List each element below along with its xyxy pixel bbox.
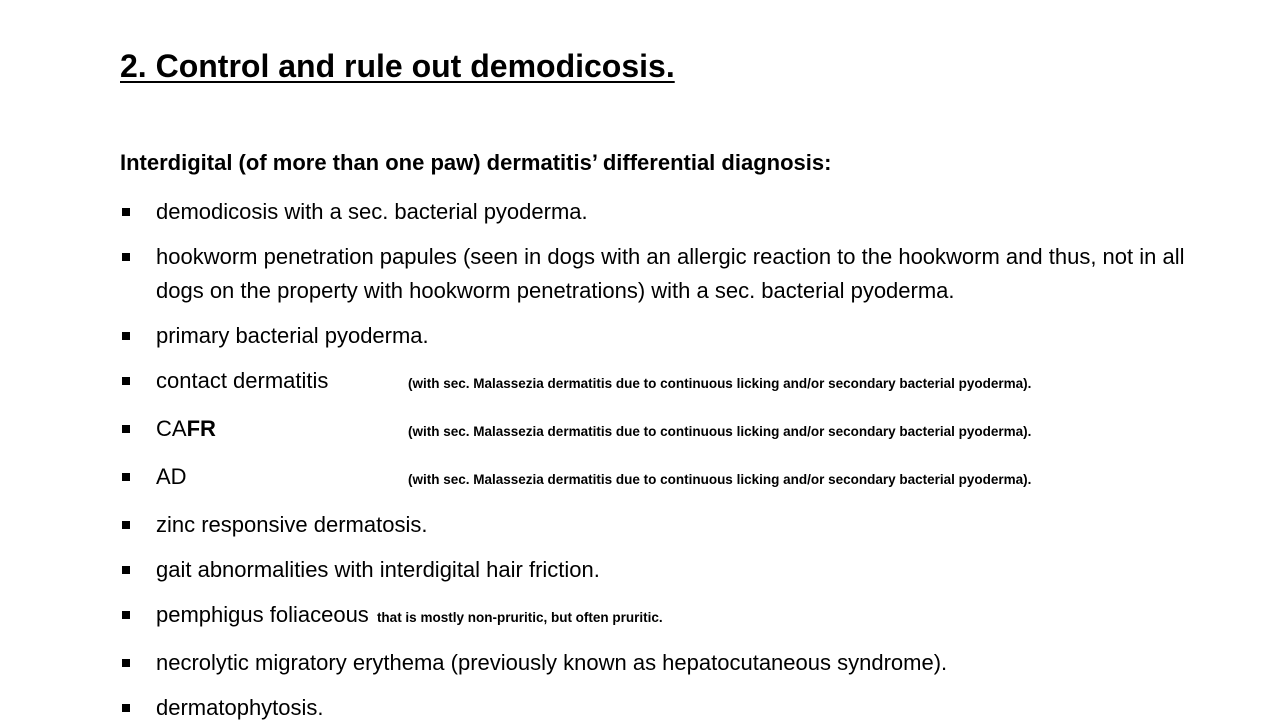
list-item (120, 195, 1230, 229)
square-bullet-icon (122, 253, 130, 261)
list-item-note: (with sec. Malassezia dermatitis due to continuous licking and/or secondary bacterial pyoderma). (408, 472, 1032, 487)
list-item (120, 646, 1230, 680)
list-item-note: that is mostly non-pruritic, but often pruritic. (376, 610, 663, 625)
list-item-text-bold: FR (186, 416, 216, 441)
slide-subtitle: Interdigital (of more than one paw) dermatitis’ differential diagnosis: (120, 150, 832, 175)
list-item-text: hookworm penetration papules (seen in dogs with an allergic reaction to the hookworm and thus, not in all dogs on the property with hookworm penetrations) with a sec. bacterial pyoderma. (156, 244, 1185, 303)
list-item (120, 319, 1230, 353)
slide-title: 2. Control and rule out demodicosis. (120, 48, 675, 84)
list-item-text-regular: CA (156, 416, 187, 441)
list-item-note: (with sec. Malassezia dermatitis due to continuous licking and/or secondary bacterial pyoderma). (408, 424, 1032, 439)
list-item-text: gait abnormalities with interdigital hair friction. (156, 557, 600, 582)
differential-diagnosis-list (120, 195, 1230, 720)
square-bullet-icon (122, 425, 130, 433)
list-item-text: dermatophytosis. (156, 695, 324, 720)
list-item-text: contact dermatitis (156, 368, 329, 393)
list-item (120, 598, 1230, 635)
square-bullet-icon (122, 704, 130, 712)
list-item-text (156, 412, 408, 446)
list-item-text: AD (156, 464, 187, 489)
square-bullet-icon (122, 377, 130, 385)
list-item-text: zinc responsive dermatosis. (156, 512, 428, 537)
list-item-text: necrolytic migratory erythema (previously known as hepatocutaneous syndrome). (156, 650, 948, 675)
list-item (120, 691, 1230, 720)
square-bullet-icon (122, 566, 130, 574)
square-bullet-icon (122, 208, 130, 216)
square-bullet-icon (122, 473, 130, 481)
list-item-note: (with sec. Malassezia dermatitis due to continuous licking and/or secondary bacterial pyoderma). (408, 376, 1032, 391)
list-item-text: demodicosis with a sec. bacterial pyoderma. (156, 199, 588, 224)
square-bullet-icon (122, 521, 130, 529)
list-item (120, 508, 1230, 542)
square-bullet-icon (122, 611, 130, 619)
list-item (120, 364, 1230, 401)
list-item (120, 460, 1230, 497)
square-bullet-icon (122, 659, 130, 667)
list-item (120, 240, 1230, 308)
square-bullet-icon (122, 332, 130, 340)
list-item (120, 553, 1230, 587)
list-item-text: primary bacterial pyoderma. (156, 323, 429, 348)
list-item-text: pemphigus foliaceous (156, 602, 369, 627)
list-item (120, 412, 1230, 449)
